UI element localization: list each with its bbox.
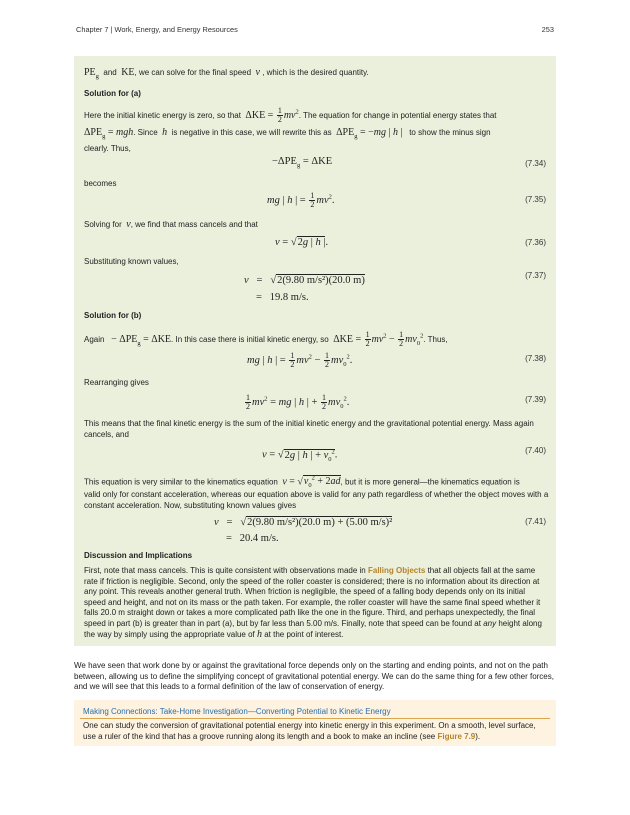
mc-body-post: ). — [475, 731, 481, 741]
equation-7-37-line1: v = √2(9.80 m/s²)(20.0 m) — [244, 275, 365, 286]
eq-number-7-35: (7.35) — [525, 195, 546, 204]
a-line1-pre: Here the initial kinetic energy is zero, so that — [84, 110, 241, 120]
eq-737-result: 19.8 m/s. — [269, 292, 309, 303]
making-connections-body — [83, 721, 549, 742]
solving-line: Solving for v, we find that mass cancels and that — [84, 219, 258, 230]
solution-b-heading: Solution for (b) — [84, 311, 142, 320]
intro-line: $PE_g$ and KE, we can solve for the final speed v , which is the desired quantity. — [84, 67, 369, 80]
equation-7-38: mg | h | = $\frac{1}{2}$ $mv^2$ − $\frac{1}{2}$ $mv_0^2$. — [247, 351, 353, 369]
b-line-1: Again − $\Delta PE_g = \Delta KE$. In this case there is initial kinetic energy, so ΔKE = $\frac{1}{2}$ $mv^2$ − $\frac{1}{2}$ $mv_0^2$. Thus, — [84, 330, 448, 348]
equation-7-40: v = √2g | h | + $v_0^2$. — [262, 448, 338, 463]
eq-number-7-39: (7.39) — [525, 395, 546, 404]
eq-number-7-38: (7.38) — [525, 354, 546, 363]
solving-pre: Solving for — [84, 220, 122, 229]
similar-pre: This equation is very similar to the kinematics equation — [84, 477, 278, 487]
disc-any: any — [483, 618, 497, 628]
eq-number-7-40: (7.40) — [525, 446, 546, 455]
eq-number-7-41: (7.41) — [525, 517, 546, 526]
equation-7-34: $-\Delta PE_g = \Delta KE$ — [272, 156, 333, 170]
a-line2-since: . Since — [133, 128, 158, 137]
b-post: . Thus, — [423, 334, 448, 344]
solving-post: , we find that mass cancels and that — [130, 220, 258, 229]
rearranging-text: Rearranging gives — [84, 378, 149, 387]
valid-paragraph: valid only for constant acceleration, whereas our equation above is valid for any path regardless of whether the object moves with a constant acceleration. Now, substituting known values gives — [84, 490, 549, 510]
b-mid: . In this case there is initial kinetic energy, so — [171, 334, 329, 344]
disc-pre: First, note that mass cancels. This is quite consistent with observations made in — [84, 566, 366, 575]
eq-number-7-34: (7.34) — [525, 159, 546, 168]
falling-objects-link[interactable]: Falling Objects — [368, 566, 426, 575]
a-line1-post: . The equation for change in potential energy states that — [298, 110, 497, 120]
disc-mid: that all objects fall at the same rate if friction is negligible. Second, only the speed of the roller coaster is considered; there is no information about its direction at any point. This reveals another general truth. When friction is negligible, the speed of a falling body depends only on its initial speed and height, and not on its mass or the path taken. For example, the roller coaster will have the same final speed whether it falls 20.0 m straight down or takes a more complicated path like the one in the figure. Third, and perhaps unexpectedly, the final speed in part (b) is greater than in part (a), but by far less than 5.00 m/s. Finally, note that speed can be found at — [84, 566, 541, 628]
b-again: Again — [84, 334, 105, 344]
page-header — [76, 25, 554, 34]
eq-741-result: 20.4 m/s. — [239, 533, 279, 544]
eq-number-7-36: (7.36) — [525, 238, 546, 247]
a-line2-mid: is negative in this case, we will rewrite this as — [171, 128, 332, 137]
a-line2-post: to show the minus sign — [409, 128, 491, 137]
and-word: and — [103, 68, 117, 77]
a-line-3: clearly. Thus, — [84, 144, 131, 153]
discussion-heading: Discussion and Implications — [84, 551, 193, 560]
discussion-paragraph: First, note that mass cancels. This is quite consistent with observations made in Falling Objects that all objects fall at the same rate if friction is negligible. Second, only the speed of the roller coaster is considered; there is no information about its direction at any point. This reveals another general truth. When friction is negligible, the speed of a falling body depends only on its initial speed and height, and not on its mass or the path taken. For example, the roller coaster will have the same final speed whether it falls 20.0 m straight down or takes a more complicated path like the one in the figure. Third, and perhaps unexpectedly, the final speed in part (b) is greater than in part (a), but by far less than 5.00 m/s. Finally, note that speed can be found at any height along the way by simply using the appropriate value of h at the point of interest. — [84, 566, 542, 640]
making-connections-divider — [80, 718, 550, 719]
chapter-title: Chapter 7 | Work, Energy, and Energy Resources — [76, 25, 238, 34]
equation-7-39: $\frac{1}{2}$ $mv^2$ = mg | h | + $\frac{1}{2}$ $mv_0^2$. — [246, 393, 350, 411]
equation-7-35: mg | h | = $\frac{1}{2}$ $mv^2$. — [267, 191, 335, 209]
making-connections-title: Making Connections: Take-Home Investigation—Converting Potential to Kinetic Energy — [83, 707, 391, 716]
eq-741-radicand: 2(9.80 m/s²)(20.0 m) + (5.00 m/s)² — [247, 517, 393, 528]
becomes-text: becomes — [84, 179, 117, 188]
similar-post: , but it is more general—the kinematics equation is — [340, 477, 520, 487]
equation-7-36: v = √2g | h |. — [275, 237, 329, 248]
equation-7-41-line2: = 20.4 m/s. — [226, 533, 279, 544]
equation-7-41-line1: v = √2(9.80 m/s²)(20.0 m) + (5.00 m/s)² — [214, 517, 393, 528]
disc-end-post: at the point of interest. — [264, 629, 344, 639]
a-line-1: Here the initial kinetic energy is zero, so that ΔKE = $\frac{1}{2}$ $mv^2$. The equation for change in potential energy states that — [84, 106, 497, 124]
making-connections-box — [74, 700, 556, 746]
means-paragraph: This means that the final kinetic energy is the sum of the initial kinetic energy and the gravitational potential energy. Mass again cancels, and — [84, 419, 534, 439]
eq-number-7-37: (7.37) — [525, 271, 546, 280]
mc-body-pre: One can study the conversion of gravitational potential energy into kinetic energy in this experiment. On a smooth, level surface, use a ruler of the kind that has a groove running along its length and a book to make an incline (see — [83, 721, 536, 741]
example-box — [74, 56, 556, 646]
solution-a-heading: Solution for (a) — [84, 89, 141, 98]
similar-line: This equation is very similar to the kinematics equation $v = √v_0^2 + 2ad$, but it is more general—the kinematics equation is — [84, 475, 520, 490]
disc-end-pre: height along the way by simply using the appropriate value of — [84, 618, 542, 639]
figure-7-9-link[interactable]: Figure 7.9 — [437, 731, 476, 741]
substituting-text: Substituting known values, — [84, 257, 179, 266]
a-line-2: $\Delta PE_g$ = mgh. Since h is negative in this case, we will rewrite this as $\Delta PE_g = -mg$ | h | to show the minus sign — [84, 127, 491, 140]
equation-7-37-line2: = 19.8 m/s. — [256, 292, 309, 303]
body-paragraph: We have seen that work done by or against the gravitational force depends only on the starting and ending points, and not on the path between, allowing us to define the simplifying concept of gravitational potential energy. We can do the same thing for a few other forces, and we will see that this leads to a formal definition of the law of conservation of energy. — [74, 661, 554, 692]
intro-text: , we can solve for the final speed — [134, 68, 252, 77]
eq-737-radicand: 2(9.80 m/s²)(20.0 m) — [277, 275, 365, 286]
intro-tail: , which is the desired quantity. — [262, 68, 369, 77]
page-number: 253 — [541, 25, 554, 34]
